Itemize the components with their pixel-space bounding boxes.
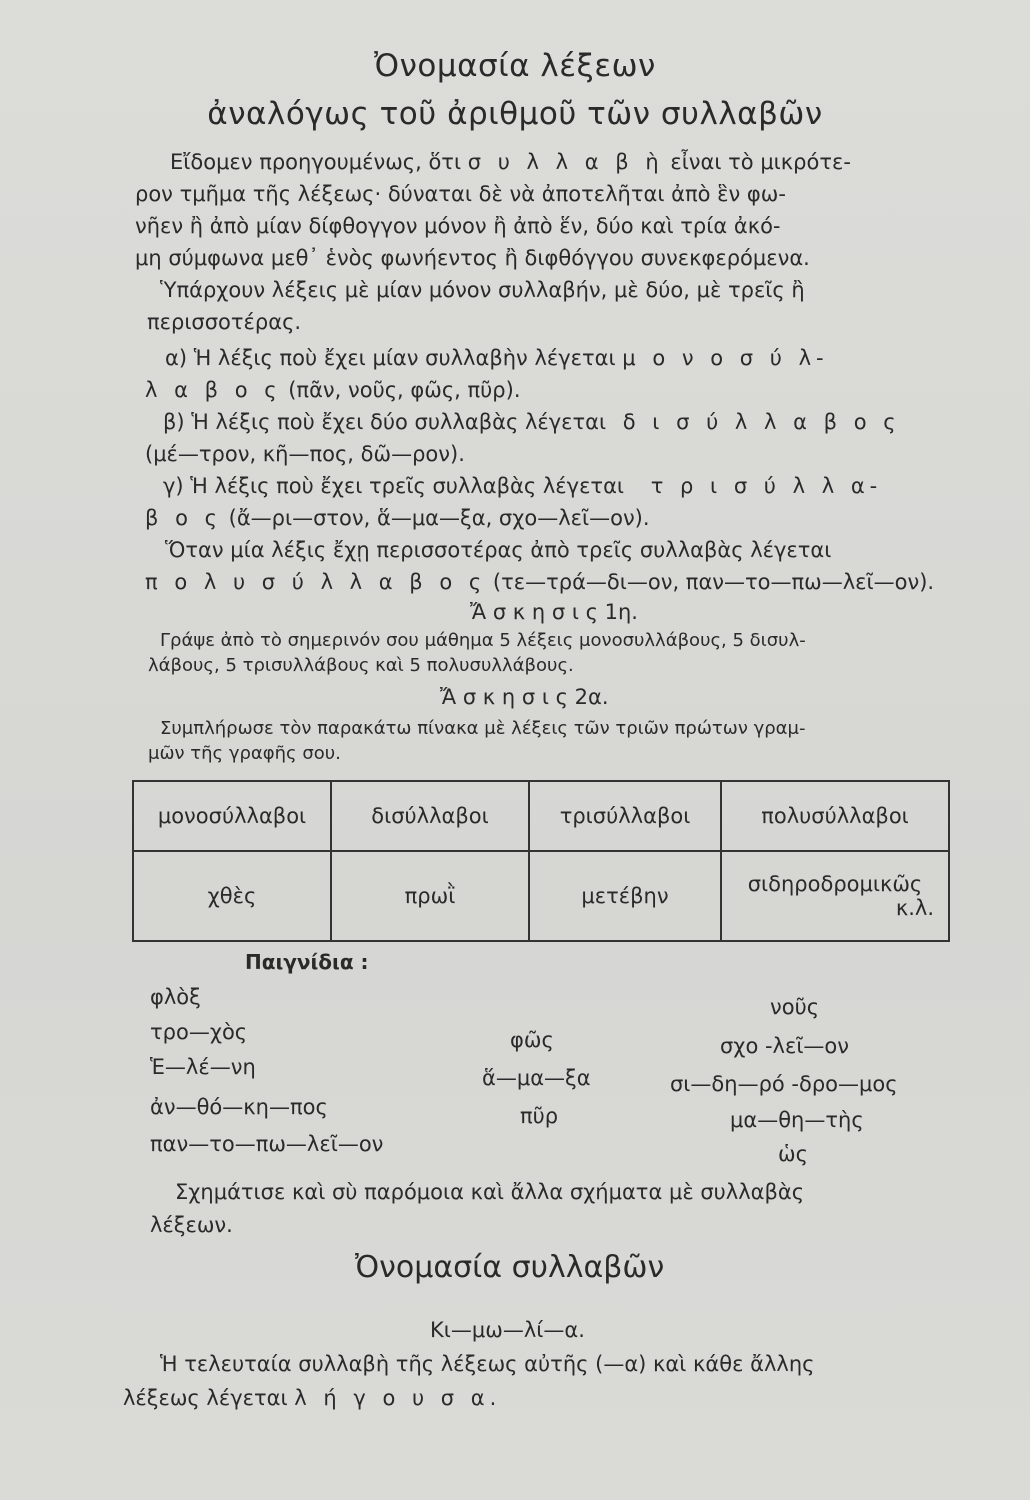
rule-line: Ὅταν μία λέξις ἔχῃ περισσοτέρας ἀπὸ τρεῖς συλλαβὰς λέγεται	[165, 538, 832, 562]
games-word: σχο -λεῖ—ον	[720, 1034, 850, 1058]
table-cell: μετέβην	[529, 851, 721, 941]
table-header: δισύλλαβοι	[331, 781, 529, 851]
games-footer: Σχημάτισε καὶ σὺ παρόμοια καὶ ἄλλα σχήματα μὲ συλλαβὰς	[175, 1180, 805, 1204]
table-cell: πρωῒ	[331, 851, 529, 941]
intro-line: μη σύμφωνα μεθ᾽ ἑνὸς φωνήεντος ἢ διφθόγγου συνεκφερόμενα.	[135, 246, 810, 270]
exercise-1-heading: Ἄ σ κ η σ ι ς 1η.	[470, 600, 638, 624]
intro-line: ρον τμῆμα τῆς λέξεως· δύναται δὲ νὰ ἀποτελῆται ἀπὸ ἓν φω-	[135, 182, 786, 206]
games-word: Ἑ—λέ—νη	[150, 1055, 256, 1079]
games-word: παν—το—πω—λεῖ—ον	[150, 1132, 384, 1156]
section-example: Κι—μω—λί—α.	[430, 1318, 585, 1342]
intro-line: περισσοτέρας.	[147, 310, 302, 334]
intro-line: Ὑπάρχουν λέξεις μὲ μίαν μόνον συλλαβήν, μὲ δύο, μὲ τρεῖς ἢ	[160, 278, 805, 302]
rule-line: α) Ἡ λέξις ποὺ ἔχει μίαν συλλαβὴν λέγεται μ ο ν ο σ ύ λ-	[165, 346, 829, 370]
games-word: τρο—χὸς	[150, 1020, 248, 1044]
exercise-1-text: λάβους, 5 τρισυλλάβους καὶ 5 πολυσυλλάβους.	[148, 655, 574, 676]
exercise-2-heading: Ἄ σ κ η σ ι ς 2α.	[440, 685, 609, 709]
syllable-table	[132, 780, 950, 942]
page-subtitle: ἀναλόγως τοῦ ἀριθμοῦ τῶν συλλαβῶν	[207, 96, 823, 132]
table-header-row	[133, 781, 949, 851]
exercise-2-text: Συμπλήρωσε τὸν παρακάτω πίνακα μὲ λέξεις τῶν τριῶν πρώτων γραμ-	[160, 718, 806, 739]
section-text: λέξεως λέγεται λ ή γ ο υ σ α.	[123, 1386, 502, 1410]
rule-line: π ο λ υ σ ύ λ λ α β ο ς (τε—τρά—δι—ον, παν—το—πω—λεῖ—ον).	[145, 570, 935, 594]
section-text: Ἡ τελευταία συλλαβὴ τῆς λέξεως αὐτῆς (—α) καὶ κάθε ἄλλης	[160, 1352, 815, 1376]
table-header: τρισύλλαβοι	[529, 781, 721, 851]
games-word: φλὸξ	[150, 985, 201, 1009]
games-word: ἀν—θό—κη—πος	[150, 1095, 328, 1119]
rule-line: β) Ἡ λέξις ποὺ ἔχει δύο συλλαβὰς λέγεται δ ι σ ύ λ λ α β ο ς	[163, 410, 901, 434]
games-word: πῦρ	[520, 1104, 559, 1128]
games-word: νοῦς	[770, 995, 820, 1019]
games-word: φῶς	[510, 1028, 554, 1052]
games-word: σι—δη—ρό -δρο—μος	[670, 1072, 898, 1096]
games-word: μα—θη—τὴς	[730, 1108, 864, 1132]
table-header: πολυσύλλαβοι	[721, 781, 949, 851]
games-heading: Παιγνίδια :	[245, 950, 369, 974]
table-cell: χθὲς	[207, 884, 257, 908]
games-word: ὡς	[778, 1142, 808, 1166]
table-cell: σιδηροδρομικῶς κ.λ.	[721, 851, 949, 941]
games-word: ἅ—μα—ξα	[482, 1066, 591, 1090]
table-header: μονοσύλλαβοι	[133, 781, 331, 851]
rule-line: γ) Ἡ λέξις ποὺ ἔχει τρεῖς συλλαβὰς λέγεται τ ρ ι σ ύ λ λ α-	[163, 474, 883, 498]
rule-line: (μέ—τρον, κῆ—πος, δῶ—ρον).	[145, 442, 465, 466]
rule-line: λ α β ο ς (πᾶν, νοῦς, φῶς, πῦρ).	[145, 378, 521, 402]
table-row	[133, 851, 949, 941]
games-footer: λέξεων.	[150, 1213, 233, 1237]
exercise-1-text: Γράψε ἀπὸ τὸ σημερινόν σου μάθημα 5 λέξεις μονοσυλλάβους, 5 δισυλ-	[160, 630, 806, 651]
rule-line: β ο ς (ἄ—ρι—στον, ἅ—μα—ξα, σχο—λεῖ—ον).	[145, 506, 650, 530]
section-title: Ὀνομασία συλλαβῶν	[355, 1250, 665, 1285]
intro-line: νῆεν ἢ ἀπὸ μίαν δίφθογγον μόνον ἢ ἀπὸ ἕν, δύο καὶ τρία ἀκό-	[135, 214, 781, 238]
exercise-2-text: μῶν τῆς γραφῆς σου.	[148, 743, 341, 764]
page-title: Ὀνομασία λέξεων	[374, 48, 656, 84]
intro-line: Εἴδομεν προηγουμένως, ὅτι σ υ λ λ α β ὴ εἶναι τὸ μικρότε-	[170, 150, 851, 174]
